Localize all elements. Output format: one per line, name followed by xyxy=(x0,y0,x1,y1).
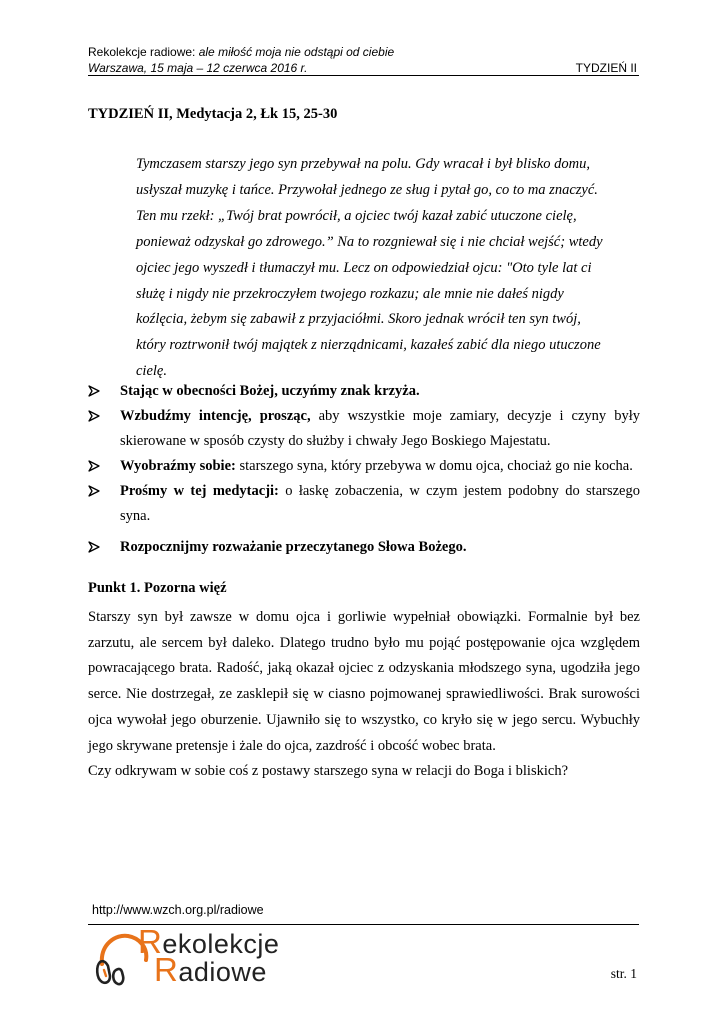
header-series-title: ale miłość moja nie odstąpi od ciebie xyxy=(198,45,395,59)
list-item: Prośmy w tej medytacji: o łaskę zobaczenia, w czym jestem podobny do starszego syna. xyxy=(88,479,640,529)
prayer-steps xyxy=(88,379,640,560)
list-item: Wzbudźmy intencję, prosząc, aby wszystkie moje zamiary, decyzje i czyny były skierowane w sposób czysty do służby i chwały Jego Boskiego Majestatu. xyxy=(88,404,640,454)
header-date: Warszawa, 15 maja – 12 czerwca 2016 r. xyxy=(88,61,308,75)
header-week: TYDZIEŃ II xyxy=(575,61,637,75)
scripture-quote: Tymczasem starszy jego syn przebywał na polu. Gdy wracał i był blisko domu, usłyszał muzykę i tańce. Przywołał jednego ze sług i pytał go, co to ma znaczyć. Ten mu rzekł: „Twój brat powrócił, a ojciec twój kazał zabić utuczone cielę, ponieważ odzyskał go zdrowego.” Na to rozgniewał się i nie chciał wejść; wtedy ojciec jego wyszedł i tłumaczył mu. Lecz on odpowiedział ojcu: "Oto tyle lat ci służę i nigdy nie przekroczyłem twojego rozkazu; ale mnie nie dałeś nigdy koźlęcia, żebym się zabawił z przyjaciółmi. Skoro jednak wrócił ten syn twój, który roztrwonił twój majątek z nierządnicami, kazałeś zabić dla niego utuczone cielę. xyxy=(136,156,603,380)
logo-word-rekolekcje: Rekolekcje xyxy=(138,923,280,960)
list-item: Wyobraźmy sobie: starszego syna, który przebywa w domu ojca, chociaż go nie kocha. xyxy=(88,454,640,479)
arrow-bullet-icon xyxy=(88,404,104,422)
section-paragraph: Starszy syn był zawsze w domu ojca i gorliwie wypełniał obowiązki. Formalnie był bez zarzutu, ale sercem był daleko. Dlatego trudno było mu pojąć postępowanie ojca względem powracającego brata. Radość, jaką okazał ojciec z odzyskania młodszego syna, ugodziła jego serce. Nie dostrzegał, ze zasklepił się w ciasno pojmowanej sprawiedliwości. Brak surowości ojca wywołał jego oburzenie. Ujawniło się to wszystko, co kryło się w jego sercu. Wybuchły jego skrywane pretensje i żale do ojca, zazdrość i obcość wobec brata. xyxy=(88,609,640,754)
page-number: str. 1 xyxy=(610,966,637,981)
meditation-title: TYDZIEŃ II, Medytacja 2, Łk 15, 25-30 xyxy=(88,106,338,122)
arrow-bullet-icon xyxy=(88,379,104,397)
footer-divider xyxy=(88,924,639,925)
section-title: Punkt 1. Pozorna więź xyxy=(88,580,227,596)
logo-word-radiowe: Radiowe xyxy=(154,951,267,988)
arrow-bullet-icon xyxy=(88,479,104,497)
running-header xyxy=(88,44,639,76)
footer-url-link[interactable]: http://www.wzch.org.pl/radiowe xyxy=(92,903,264,917)
reflection-question: Czy odkrywam w sobie coś z postawy starszego syna w relacji do Boga i bliskich? xyxy=(88,763,569,780)
arrow-bullet-icon xyxy=(88,535,104,553)
header-line-1: Rekolekcje radiowe: ale miłość moja nie odstąpi od ciebie xyxy=(88,45,395,59)
rekolekcje-radiowe-logo xyxy=(94,923,314,990)
list-item: Rozpocznijmy rozważanie przeczytanego Słowa Bożego. xyxy=(88,535,640,560)
list-item: Stając w obecności Bożej, uczyńmy znak krzyża. xyxy=(88,379,640,404)
arrow-bullet-icon xyxy=(88,454,104,472)
section-body xyxy=(88,605,640,785)
header-divider xyxy=(88,75,639,76)
